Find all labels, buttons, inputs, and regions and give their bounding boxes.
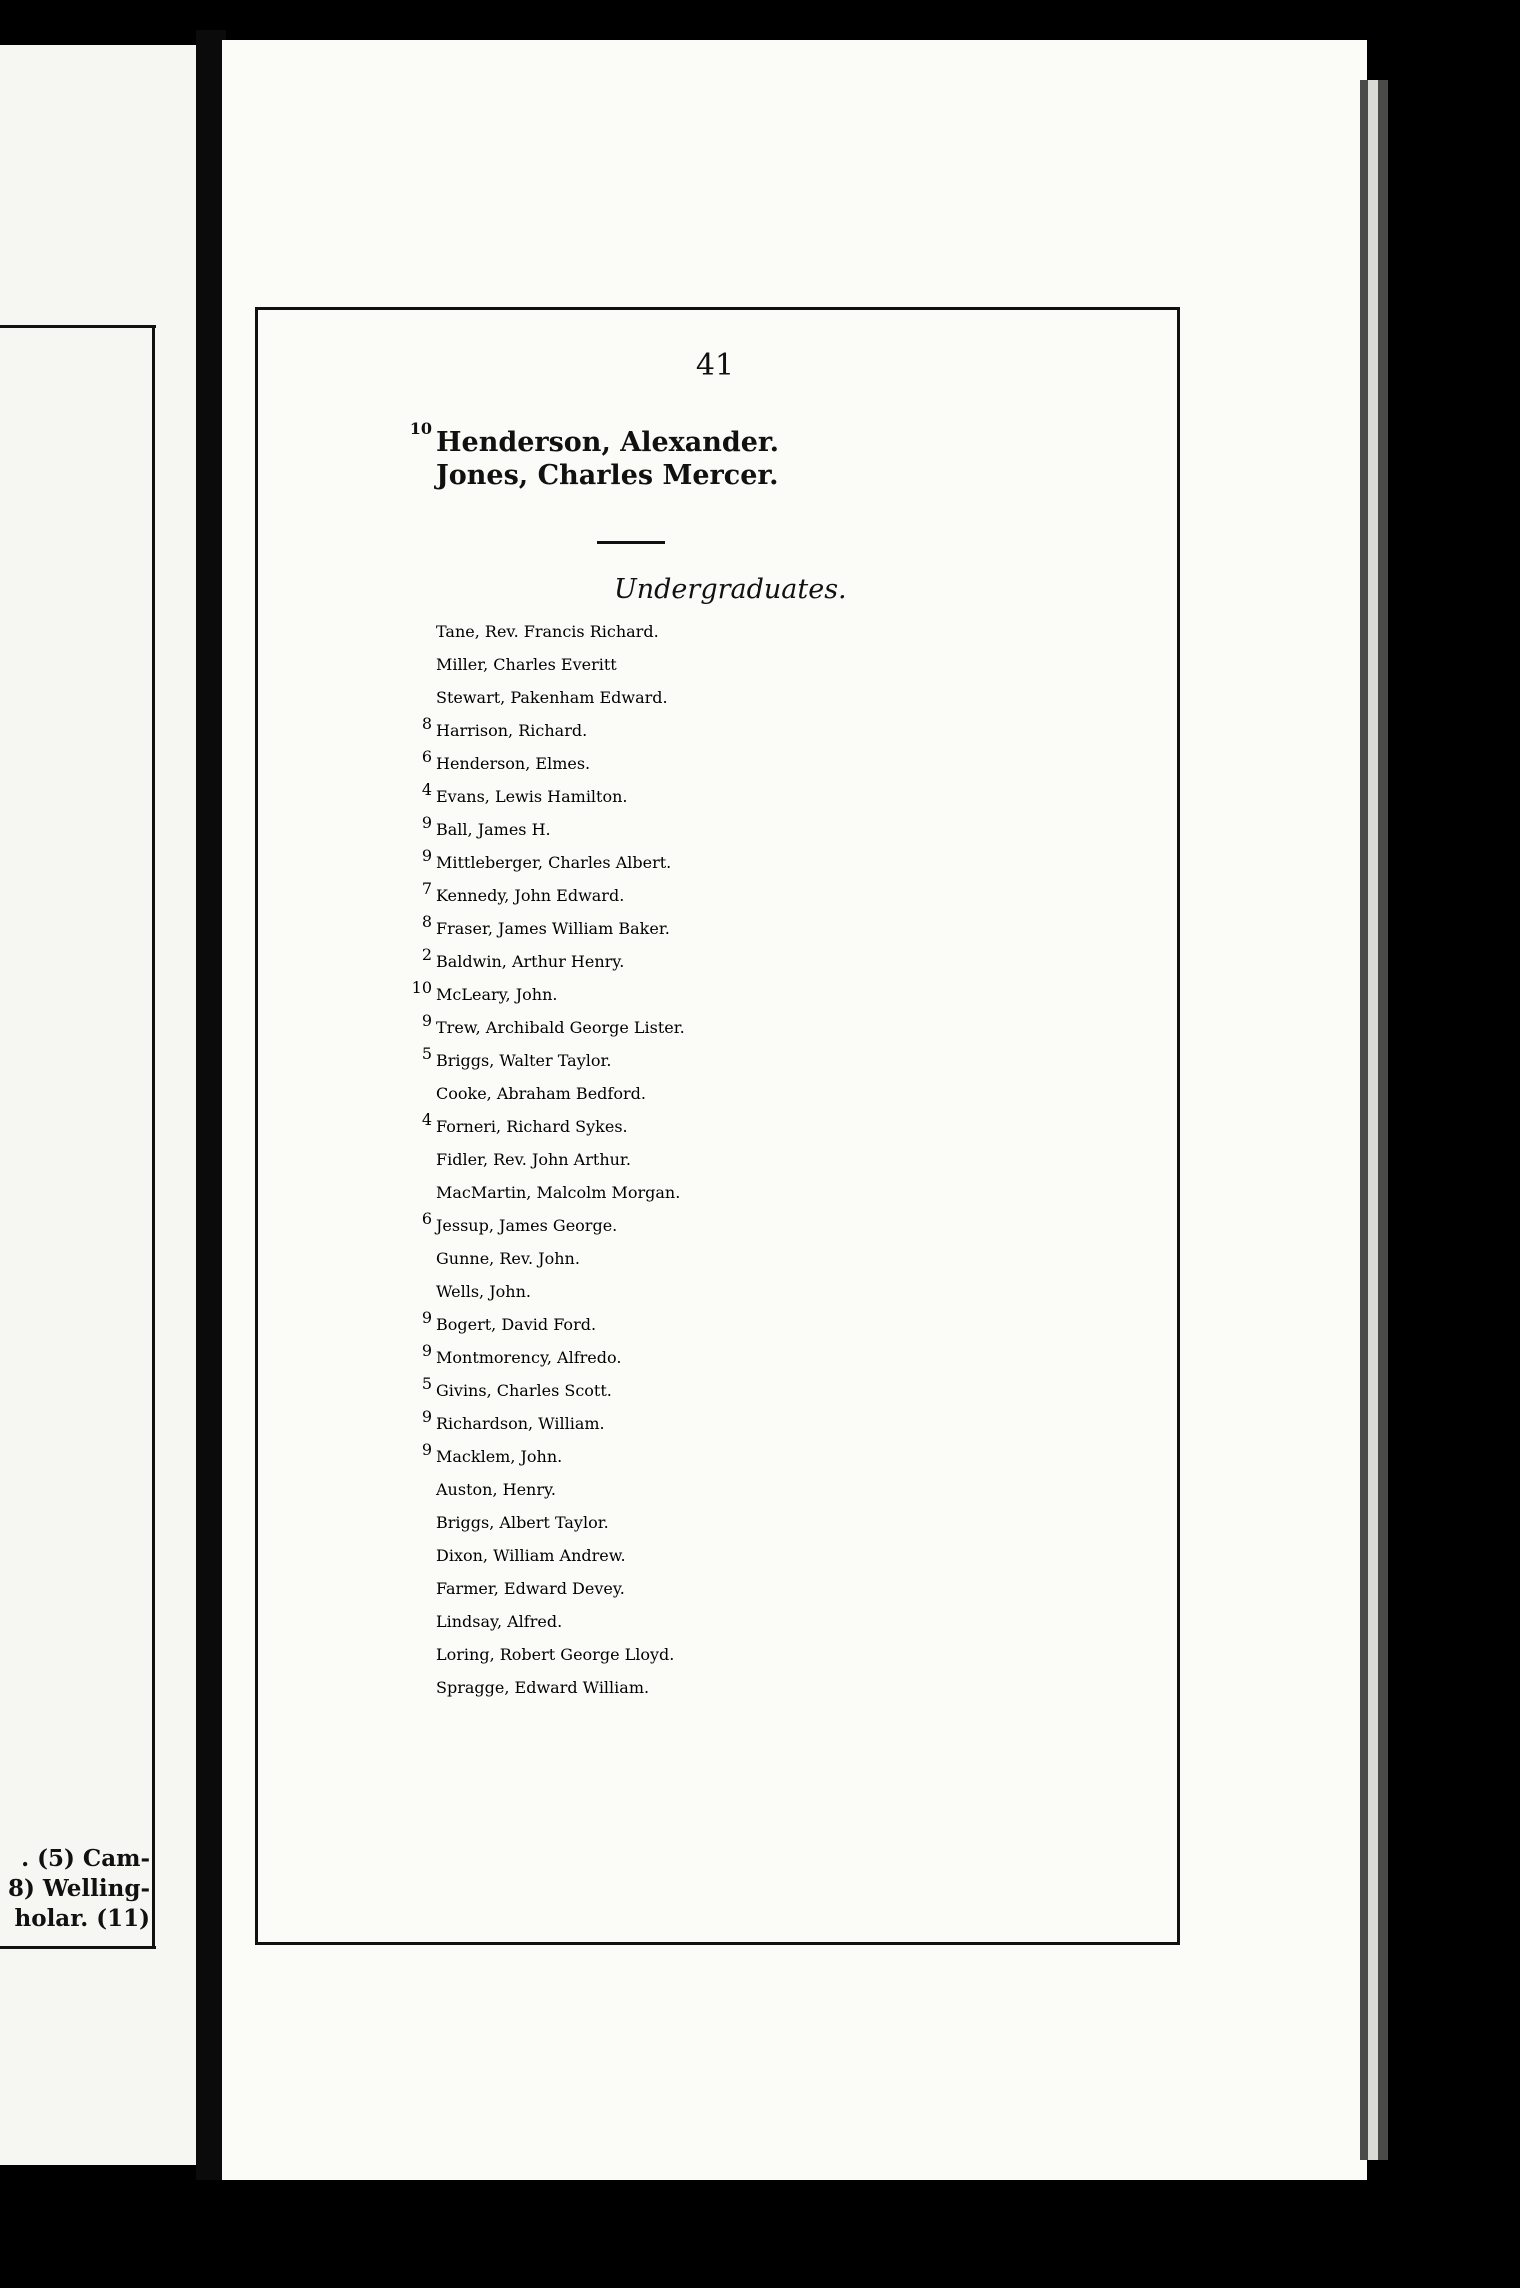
undergraduates-list [370, 622, 970, 1711]
footnote-mark: 8 [421, 714, 432, 733]
list-item [370, 1209, 970, 1249]
list-item [370, 1044, 970, 1084]
footnote-mark: 9 [421, 1341, 432, 1360]
entry-name: Dixon, William Andrew. [436, 1546, 626, 1565]
entry-name: Cooke, Abraham Bedford. [436, 1084, 646, 1103]
list-item [370, 688, 970, 721]
footnote-mark: 9 [421, 1407, 432, 1426]
entry-name: Miller, Charles Everitt [436, 655, 617, 674]
page-number: 41 [695, 348, 735, 383]
entry-name: Auston, Henry. [436, 1480, 556, 1499]
entry-name: Stewart, Pakenham Edward. [436, 688, 668, 707]
footnote-mark: 5 [421, 1374, 432, 1393]
list-item [370, 1341, 970, 1381]
footnote-mark: 4 [421, 780, 432, 799]
list-item [370, 1084, 970, 1117]
section-divider [597, 541, 665, 544]
list-item [370, 1645, 970, 1678]
entry-name: Ball, James H. [436, 820, 551, 839]
entry-name: Henderson, Elmes. [436, 754, 591, 773]
list-item [370, 747, 970, 787]
list-item [370, 945, 970, 985]
footnote-mark: 9 [421, 1308, 432, 1327]
entry-name: Macklem, John. [436, 1447, 563, 1466]
list-item [370, 978, 970, 1018]
left-page-top-rule [0, 325, 156, 328]
entry-name: Farmer, Edward Devey. [436, 1579, 625, 1598]
list-item [370, 1612, 970, 1645]
footnote-mark: 9 [421, 813, 432, 832]
list-item [370, 813, 970, 853]
list-item [370, 1150, 970, 1183]
footnote-mark: 7 [421, 879, 432, 898]
footnote-line: 8) Welling- [7, 1875, 150, 1902]
entry-name: Bogert, David Ford. [436, 1315, 597, 1334]
footnote-mark: 10 [411, 978, 432, 997]
footnote-mark: 9 [421, 1440, 432, 1459]
list-item [370, 912, 970, 952]
page-edge-highlight [1368, 80, 1378, 2160]
left-page-footnote [0, 1844, 150, 1934]
entry-name: Tane, Rev. Francis Richard. [436, 622, 659, 641]
list-item [370, 1282, 970, 1315]
entry-name: Givins, Charles Scott. [436, 1381, 612, 1400]
list-item [370, 1546, 970, 1579]
footnote-mark: 9 [421, 846, 432, 865]
footnote-mark: 5 [421, 1044, 432, 1063]
entry-name: McLeary, John. [436, 985, 558, 1004]
list-item [370, 879, 970, 919]
footnote-mark: 10 [409, 419, 432, 438]
list-item [370, 1249, 970, 1282]
entry-name: Lindsay, Alfred. [436, 1612, 563, 1631]
footnote-mark: 2 [421, 945, 432, 964]
entry-name: Henderson, Alexander. [436, 427, 780, 458]
list-item [370, 1407, 970, 1447]
footnote-mark: 6 [421, 1209, 432, 1228]
footnote-mark: 9 [421, 1011, 432, 1030]
entry-name: Richardson, William. [436, 1414, 605, 1433]
page-frame-bottom [255, 1942, 1180, 1945]
list-item [370, 1374, 970, 1414]
footnote-mark: 6 [421, 747, 432, 766]
footnote-line: . (5) Cam- [21, 1845, 150, 1872]
list-item [370, 622, 970, 655]
entry-name: Fraser, James William Baker. [436, 919, 670, 938]
entry-name: Gunne, Rev. John. [436, 1249, 580, 1268]
footnote-line: holar. (11) [14, 1905, 150, 1932]
top-entries [370, 419, 970, 492]
entry-name: Briggs, Albert Taylor. [436, 1513, 609, 1532]
entry-name: Evans, Lewis Hamilton. [436, 787, 628, 806]
entry-name: Fidler, Rev. John Arthur. [436, 1150, 631, 1169]
entry-name: MacMartin, Malcolm Morgan. [436, 1183, 681, 1202]
entry-name: Trew, Archibald George Lister. [436, 1018, 685, 1037]
list-item [370, 1440, 970, 1480]
list-item [370, 1011, 970, 1051]
entry-name: Jones, Charles Mercer. [436, 460, 779, 491]
list-item [370, 1183, 970, 1216]
entry-name: Jessup, James George. [436, 1216, 618, 1235]
list-item [370, 1579, 970, 1612]
list-item [370, 419, 970, 459]
entry-name: Mittleberger, Charles Albert. [436, 853, 672, 872]
list-item [370, 780, 970, 820]
entry-name: Loring, Robert George Lloyd. [436, 1645, 675, 1664]
left-facing-page [0, 45, 202, 2165]
list-item [370, 1678, 970, 1711]
section-heading: Undergraduates. [614, 574, 847, 605]
list-item [370, 655, 970, 688]
list-item [370, 846, 970, 886]
list-item [370, 1110, 970, 1150]
entry-name: Forneri, Richard Sykes. [436, 1117, 628, 1136]
list-item [370, 1513, 970, 1546]
page-frame-right [1177, 307, 1180, 1945]
entry-name: Wells, John. [436, 1282, 531, 1301]
entry-name: Spragge, Edward William. [436, 1678, 650, 1697]
left-page-bottom-rule [0, 1946, 156, 1949]
left-page-frame-edge [152, 328, 155, 1948]
page-frame-top [255, 307, 1180, 310]
entry-name: Montmorency, Alfredo. [436, 1348, 622, 1367]
list-item [370, 459, 970, 492]
footnote-mark: 8 [421, 912, 432, 931]
list-item [370, 714, 970, 754]
entry-name: Baldwin, Arthur Henry. [436, 952, 625, 971]
page-frame-left [255, 307, 258, 1945]
entry-name: Briggs, Walter Taylor. [436, 1051, 612, 1070]
list-item [370, 1480, 970, 1513]
entry-name: Kennedy, John Edward. [436, 886, 625, 905]
footnote-mark: 4 [421, 1110, 432, 1129]
entry-name: Harrison, Richard. [436, 721, 588, 740]
list-item [370, 1308, 970, 1348]
